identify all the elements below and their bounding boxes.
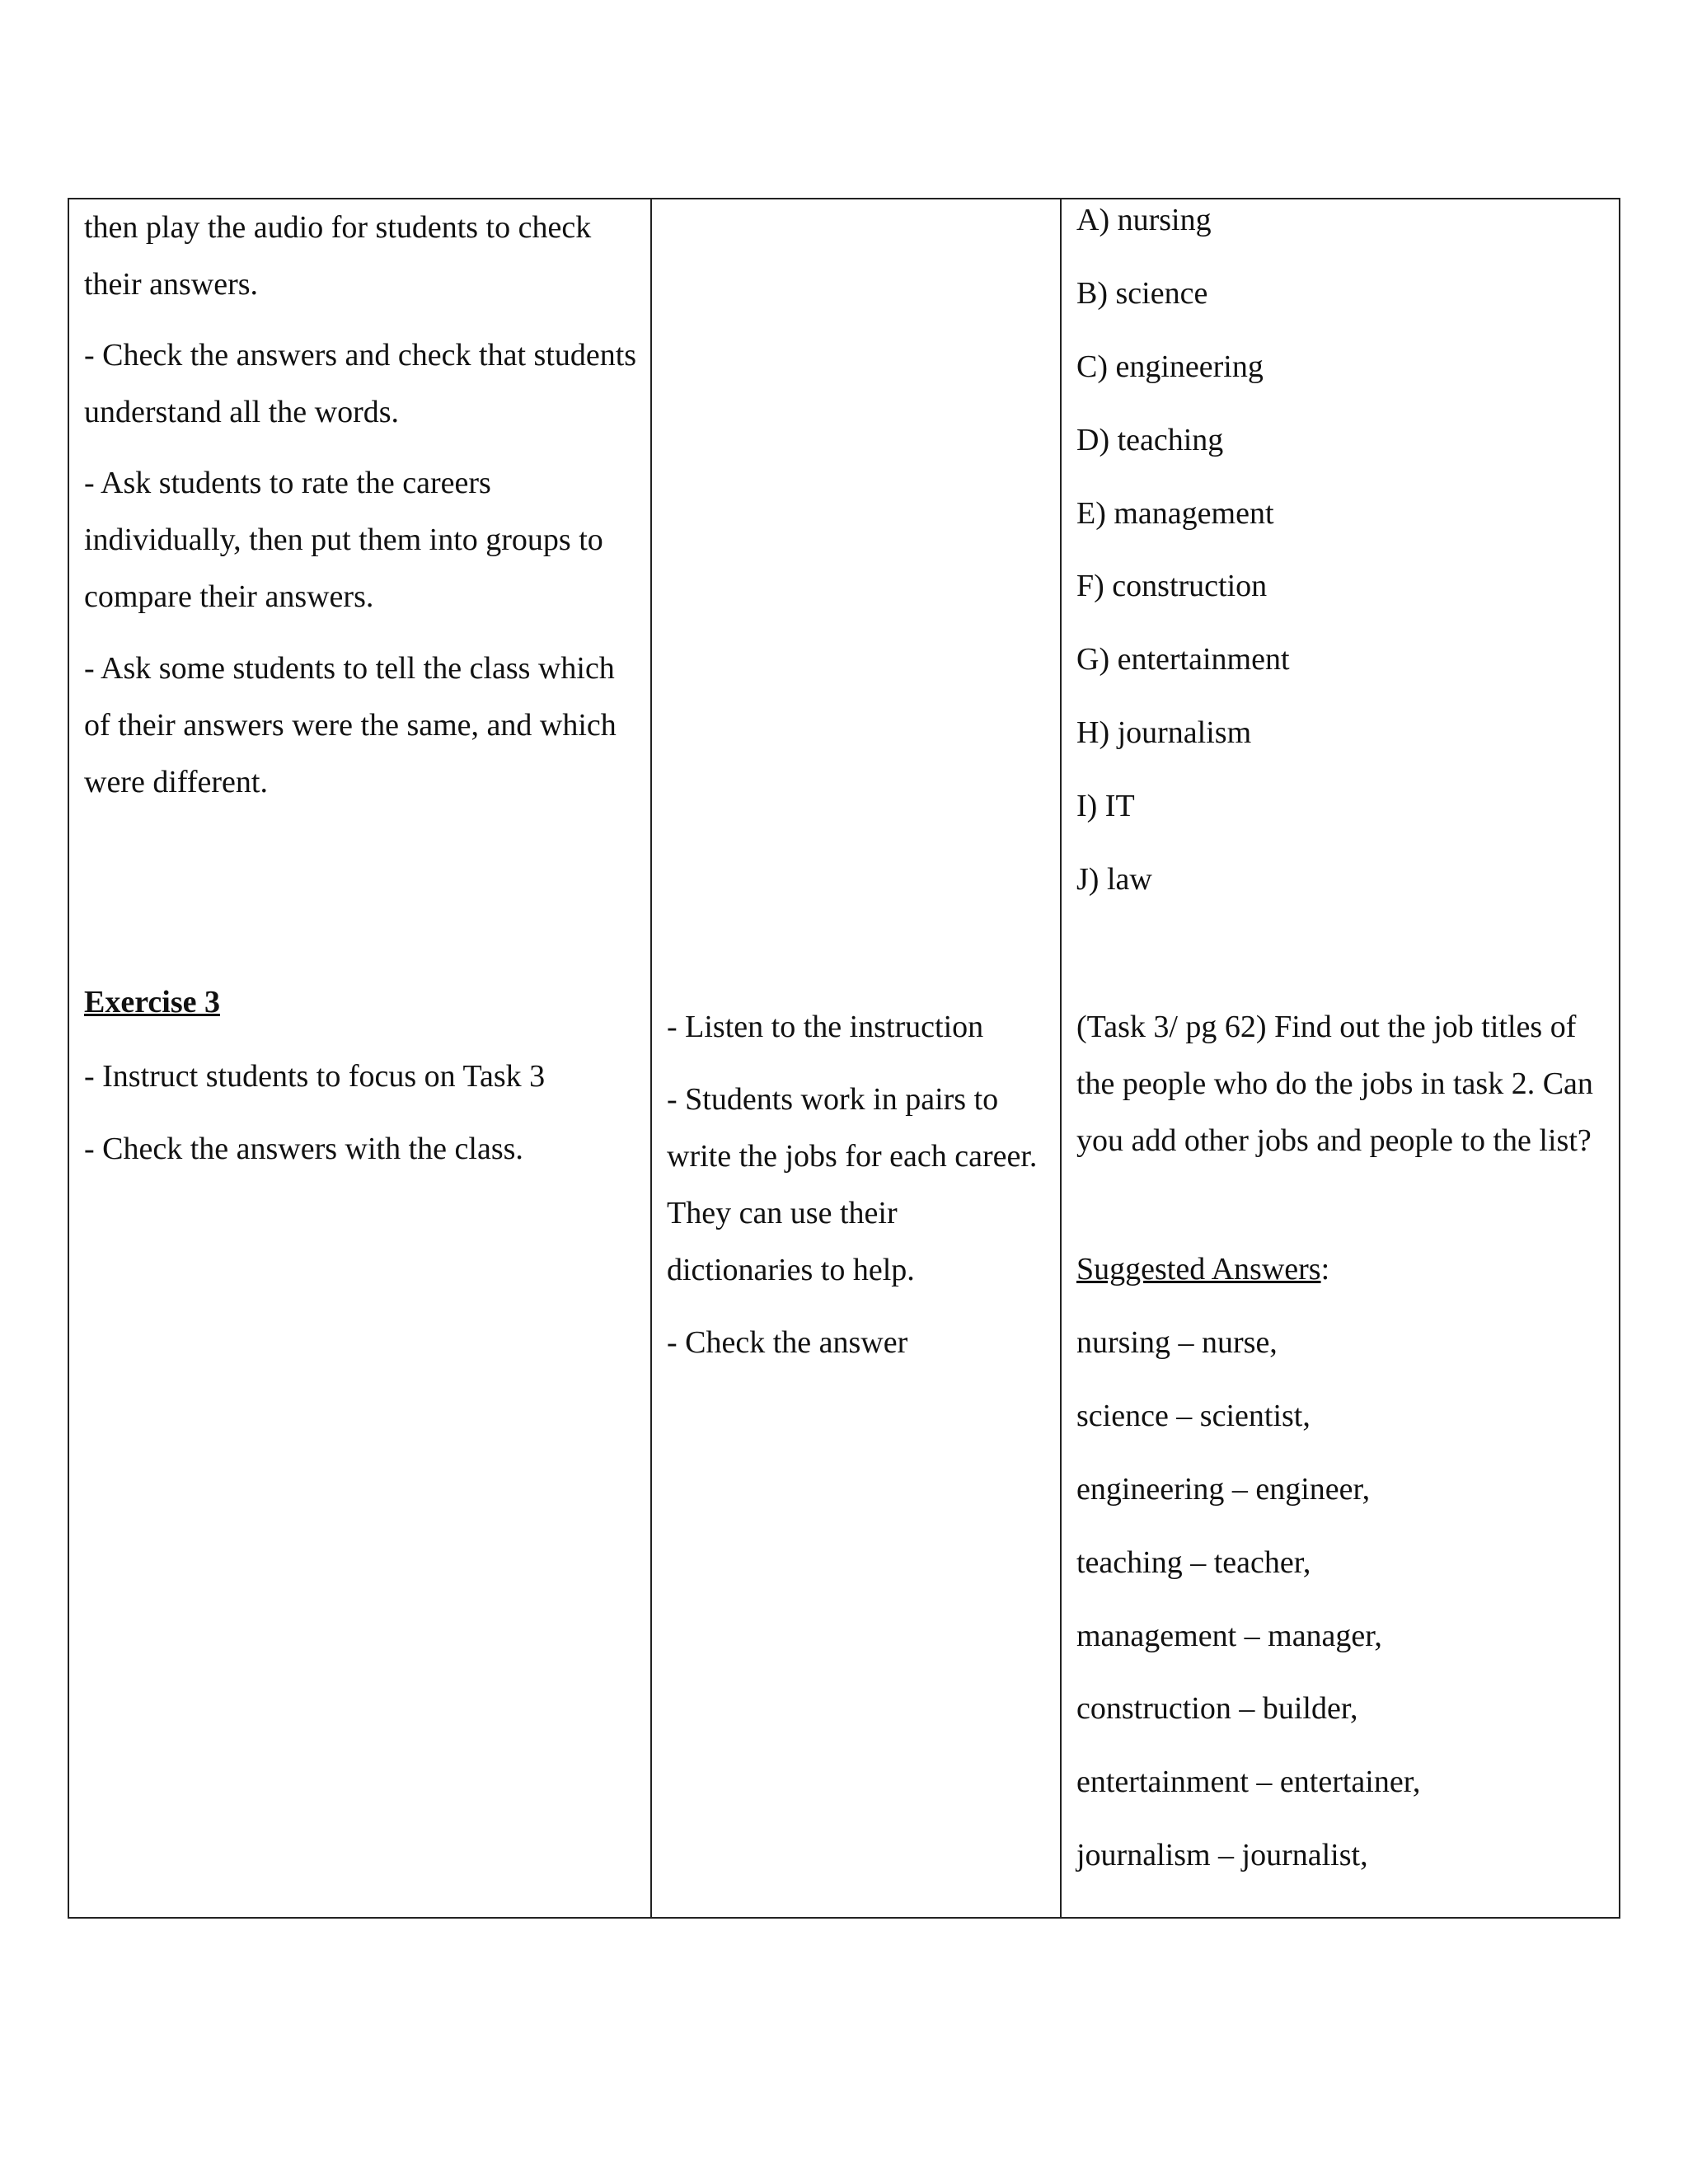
career-item: H) journalism bbox=[1076, 715, 1252, 750]
answer-item: nursing – nurse, bbox=[1076, 1325, 1278, 1360]
answer-item: entertainment – entertainer, bbox=[1076, 1765, 1421, 1799]
student-activity-paragraph: - Listen to the instruction bbox=[667, 1010, 984, 1044]
career-item: J) law bbox=[1076, 862, 1152, 897]
answer-item: engineering – engineer, bbox=[1076, 1472, 1371, 1507]
career-item: B) science bbox=[1076, 276, 1208, 311]
answer-item: management – manager, bbox=[1076, 1619, 1382, 1653]
career-item: C) engineering bbox=[1076, 349, 1264, 384]
answer-item: science – scientist, bbox=[1076, 1399, 1311, 1433]
answer-item: teaching – teacher, bbox=[1076, 1545, 1311, 1580]
career-item: I) IT bbox=[1076, 789, 1135, 823]
instruction-paragraph: - Check the answers with the class. bbox=[84, 1132, 523, 1166]
teacher-activities-column bbox=[69, 199, 652, 1917]
student-activity-paragraph: - Check the answer bbox=[667, 1325, 908, 1360]
task-description: (Task 3/ pg 62) Find out the job titles of the people who do the jobs in task 2. Can you add other jobs and people to the list? bbox=[1076, 1010, 1593, 1158]
answer-item: journalism – journalist, bbox=[1076, 1838, 1368, 1872]
career-item: A) nursing bbox=[1076, 203, 1212, 237]
student-activities-column bbox=[652, 199, 1062, 1917]
instruction-paragraph: - Ask students to rate the careers individually, then put them into groups to compare their answers. bbox=[84, 466, 603, 614]
instruction-paragraph: - Ask some students to tell the class which of their answers were the same, and which were different. bbox=[84, 651, 617, 799]
answer-item: construction – builder, bbox=[1076, 1691, 1358, 1726]
career-item: F) construction bbox=[1076, 569, 1268, 603]
career-item: E) management bbox=[1076, 496, 1274, 531]
suggested-answers-colon: : bbox=[1320, 1252, 1330, 1286]
suggested-answers-text: Suggested Answers bbox=[1076, 1252, 1321, 1286]
content-column bbox=[1062, 199, 1619, 1917]
career-item: D) teaching bbox=[1076, 423, 1224, 457]
instruction-paragraph: then play the audio for students to check their answers. bbox=[84, 210, 592, 302]
exercise-heading: Exercise 3 bbox=[84, 985, 220, 1019]
suggested-answers-label bbox=[1076, 1249, 1329, 1290]
instruction-paragraph: - Instruct students to focus on Task 3 bbox=[84, 1059, 546, 1094]
student-activity-paragraph: - Students work in pairs to write the jobs for each career. They can use their dictionaries to help. bbox=[667, 1082, 1038, 1287]
instruction-paragraph: - Check the answers and check that students understand all the words. bbox=[84, 338, 637, 429]
career-item: G) entertainment bbox=[1076, 642, 1290, 677]
lesson-plan-table bbox=[68, 198, 1620, 1919]
